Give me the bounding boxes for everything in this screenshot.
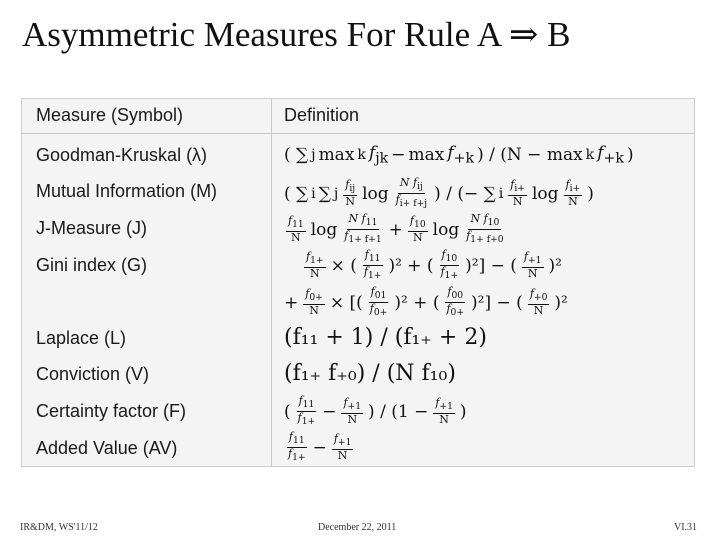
- formula-text: )²: [548, 255, 562, 276]
- formula-text: f: [440, 265, 445, 279]
- formula-text: f: [288, 447, 293, 461]
- formula-text: f: [345, 178, 350, 192]
- formula-text: log: [531, 183, 559, 204]
- formula-text: f: [510, 178, 515, 192]
- formula-text: i: [311, 185, 316, 202]
- column-divider: [271, 99, 272, 466]
- formula-text: f: [435, 396, 440, 410]
- fraction: [508, 179, 527, 208]
- row-measure-goodman: Goodman-Kruskal (λ): [36, 145, 208, 165]
- formula-text: +1: [528, 255, 542, 267]
- formula-gini-line1: [302, 249, 562, 282]
- row-measure-conviction: Conviction (V): [36, 364, 150, 384]
- formula-text: ): [587, 183, 594, 204]
- formula-text: N: [533, 304, 544, 318]
- slide-title: Asymmetric Measures For Rule A ⇒ B: [22, 15, 571, 54]
- formula-text: +k: [603, 150, 624, 167]
- formula-text: k: [585, 146, 595, 163]
- fraction: [433, 397, 455, 426]
- formula-text: )²] − (: [465, 255, 517, 276]
- fraction: [408, 215, 428, 244]
- formula-text: ) / (N − max: [477, 144, 583, 165]
- footer-course: IR&DM, WS'11/12: [20, 522, 98, 533]
- formula-text: jk: [375, 150, 389, 167]
- formula-goodman: [284, 143, 634, 166]
- formula-text: f: [288, 214, 293, 228]
- formula-text: N: [345, 195, 355, 209]
- fraction: [439, 249, 461, 282]
- formula-text: log: [362, 183, 389, 204]
- formula-text: f: [288, 430, 293, 443]
- formula-text: 0+: [450, 307, 465, 319]
- header-measure: Measure (Symbol): [36, 105, 184, 125]
- formula-text: f: [364, 248, 369, 261]
- formula-text: i: [498, 185, 504, 202]
- formula-text: +1: [337, 437, 352, 449]
- formula-text: 1+ f+1: [348, 234, 382, 246]
- formula-text: max: [408, 144, 445, 165]
- formula-text: 11: [292, 219, 304, 231]
- formula-text: max: [318, 144, 355, 165]
- formula-gini-line2: [284, 286, 568, 319]
- formula-text: 0+: [373, 307, 388, 319]
- formula-text: )² + (: [388, 255, 434, 276]
- fraction: [522, 251, 544, 280]
- row-measure-gini: Gini index (G): [36, 255, 148, 275]
- formula-text: f: [523, 250, 528, 264]
- fraction: [528, 288, 550, 317]
- formula-added-value: [284, 431, 355, 464]
- formula-text: × [(: [329, 292, 363, 313]
- formula-text: ) / (1 −: [368, 401, 429, 422]
- formula-text: 10: [445, 253, 458, 265]
- formula-text: 10: [487, 217, 500, 229]
- formula-text: ) / (− ∑: [434, 183, 496, 204]
- formula-text: N: [291, 231, 301, 245]
- formula-text: f: [343, 396, 348, 410]
- formula-text: N: [439, 413, 449, 427]
- fraction: [464, 213, 505, 246]
- formula-text: log: [432, 219, 460, 240]
- fraction: [296, 395, 318, 428]
- formula-text: 11: [302, 399, 315, 411]
- formula-text: 1+: [301, 416, 316, 428]
- formula-text: N f: [348, 212, 366, 225]
- formula-text: −: [391, 144, 406, 165]
- fraction: [332, 433, 354, 462]
- formula-text: f: [565, 178, 570, 192]
- row-measure-certainty: Certainty factor (F): [36, 401, 187, 421]
- formula-text: j: [333, 185, 339, 202]
- formula-text: f: [447, 285, 452, 298]
- formula-text: ( ∑: [284, 144, 309, 165]
- formula-text: 1+: [310, 255, 324, 267]
- fraction: [286, 431, 308, 464]
- fraction: [564, 179, 583, 208]
- fraction: [303, 288, 325, 317]
- formula-text: f: [446, 302, 451, 316]
- formula-text: f: [368, 143, 376, 163]
- formula-text: 1+ f+0: [470, 234, 504, 246]
- formula-text: +k: [453, 150, 475, 167]
- formula-text: i+ f+j: [399, 198, 428, 210]
- row-measure-added-value: Added Value (AV): [36, 438, 178, 458]
- formula-text: +1: [347, 401, 362, 413]
- formula-text: ): [627, 144, 634, 165]
- formula-text: × (: [330, 255, 357, 276]
- formula-text: f: [306, 250, 311, 264]
- row-measure-laplace: Laplace (L): [36, 328, 127, 348]
- formula-text: 11: [365, 217, 378, 229]
- formula-text: f: [344, 229, 349, 243]
- formula-text: 11: [368, 253, 381, 265]
- formula-text: f: [466, 229, 471, 243]
- formula-text: 01: [374, 290, 387, 302]
- formula-text: f: [395, 193, 400, 207]
- formula-text: −: [312, 437, 327, 458]
- formula-text: ): [459, 401, 467, 422]
- formula-text: )²: [554, 292, 568, 313]
- formula-text: 0+: [309, 292, 323, 304]
- row-measure-j-measure: J-Measure (J): [36, 218, 148, 238]
- formula-text: 11: [293, 435, 305, 447]
- fraction: [342, 213, 383, 246]
- measures-table: [21, 98, 695, 467]
- formula-text: (: [284, 401, 291, 422]
- formula-text: ij: [349, 183, 356, 195]
- row-measure-mutual-information: Mutual Information (M): [36, 181, 218, 201]
- formula-conviction: (f₁₊ f₊₀) / (N f₁₀): [284, 361, 456, 386]
- formula-text: f: [363, 265, 368, 279]
- formula-text: f: [447, 143, 454, 163]
- formula-text: +: [284, 292, 299, 313]
- fraction: [341, 397, 363, 426]
- formula-text: )²] − (: [471, 292, 523, 313]
- fraction: [394, 177, 430, 210]
- formula-text: f: [305, 287, 310, 301]
- fraction: [368, 286, 390, 319]
- formula-text: i+: [569, 183, 581, 195]
- formula-text: j: [311, 146, 316, 163]
- formula-text: f: [333, 432, 338, 446]
- formula-text: ∑: [318, 183, 331, 204]
- formula-text: N: [337, 449, 348, 463]
- formula-text: f: [597, 143, 604, 163]
- formula-text: 1+: [444, 270, 459, 282]
- formula-text: N f: [470, 212, 488, 225]
- fraction: [304, 251, 326, 280]
- formula-text: f: [369, 302, 374, 316]
- formula-text: f: [297, 411, 302, 425]
- formula-text: N f: [399, 176, 418, 189]
- formula-text: +1: [439, 401, 453, 413]
- formula-text: ij: [417, 181, 423, 193]
- formula-text: N: [309, 267, 320, 281]
- formula-text: k: [357, 146, 366, 163]
- formula-text: i+: [514, 183, 525, 195]
- formula-text: log: [310, 219, 338, 240]
- formula-text: +0: [533, 292, 548, 304]
- formula-text: f: [529, 287, 534, 301]
- formula-text: N: [309, 304, 319, 318]
- formula-laplace: (f₁₁ + 1) / (f₁₊ + 2): [284, 325, 487, 350]
- formula-text: 10: [414, 219, 426, 231]
- header-divider: [22, 133, 694, 134]
- formula-text: )² + (: [394, 292, 440, 313]
- fraction: [286, 215, 306, 244]
- formula-text: N: [568, 195, 578, 209]
- formula-text: N: [412, 231, 423, 245]
- formula-text: N: [512, 195, 523, 209]
- footer-slide-number: VI.31: [674, 522, 698, 533]
- formula-text: 1+: [292, 452, 306, 464]
- formula-j-measure: [284, 213, 508, 246]
- footer-date: December 22, 2011: [318, 522, 397, 533]
- formula-text: N: [347, 413, 358, 427]
- formula-text: +: [388, 219, 403, 240]
- formula-text: 00: [451, 290, 464, 302]
- formula-certainty: [284, 395, 467, 428]
- formula-text: f: [370, 285, 375, 298]
- header-definition: Definition: [284, 105, 360, 125]
- fraction: [343, 179, 357, 208]
- fraction: [444, 286, 466, 319]
- formula-mutual-information: [284, 177, 594, 210]
- formula-text: f: [441, 248, 446, 261]
- fraction: [362, 249, 384, 282]
- formula-text: 1+: [367, 270, 382, 282]
- formula-text: ( ∑: [284, 183, 309, 204]
- formula-text: N: [527, 267, 538, 281]
- formula-text: −: [322, 401, 337, 422]
- formula-text: f: [409, 214, 414, 228]
- formula-text: f: [298, 394, 303, 407]
